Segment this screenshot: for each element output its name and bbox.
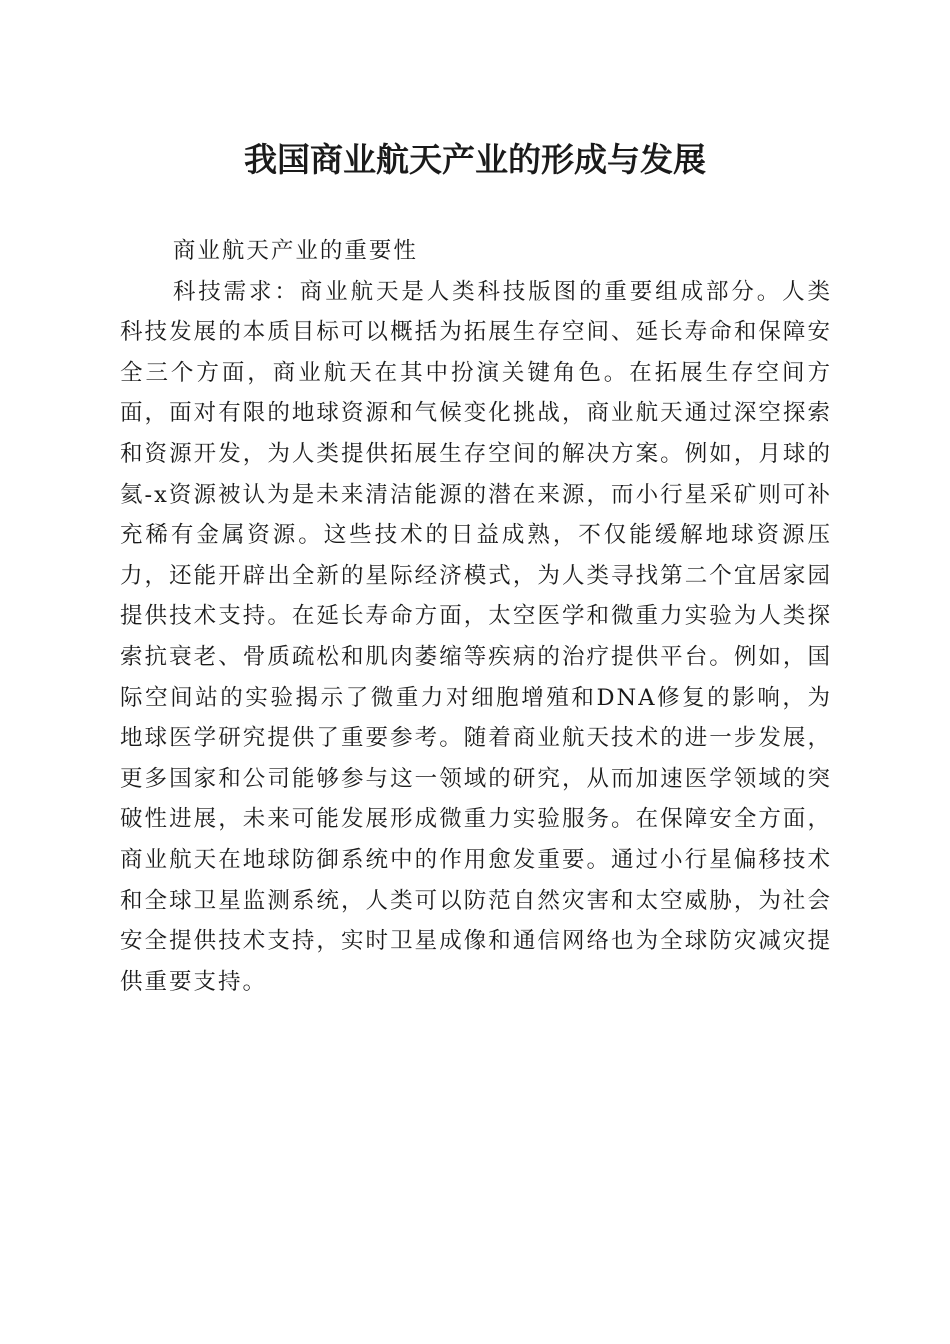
- document-body: [120, 231, 832, 1002]
- section-heading: 商业航天产业的重要性: [172, 238, 418, 264]
- body-paragraph: 科技需求：商业航天是人类科技版图的重要组成部分。人类科技发展的本质目标可以概括为拓展生存空间、延长寿命和保障安全三个方面，商业航天在其中扮演关键角色。在拓展生存空间方面，面对有限的地球资源和气候变化挑战，商业航天通过深空探索和资源开发，为人类提供拓展生存空间的解决方案。例如，月球的氦-x资源被认为是未来清洁能源的潜在来源，而小行星采矿则可补充稀有金属资源。这些技术的日益成熟，不仅能缓解地球资源压力，还能开辟出全新的星际经济模式，为人类寻找第二个宜居家园提供技术支持。在延长寿命方面，太空医学和微重力实验为人类探索抗衰老、骨质疏松和肌肉萎缩等疾病的治疗提供平台。例如，国际空间站的实验揭示了微重力对细胞增殖和DNA修复的影响，为地球医学研究提供了重要参考。随着商业航天技术的进一步发展，更多国家和公司能够参与这一领域的研究，从而加速医学领域的突破性进展，未来可能发展形成微重力实验服务。在保障安全方面，商业航天在地球防御系统中的作用愈发重要。通过小行星偏移技术和全球卫星监测系统，人类可以防范自然灾害和太空威胁，为社会安全提供技术支持，实时卫星成像和通信网络也为全球防灾减灾提供重要支持。: [120, 278, 832, 995]
- document-title: 我国商业航天产业的形成与发展: [244, 140, 706, 179]
